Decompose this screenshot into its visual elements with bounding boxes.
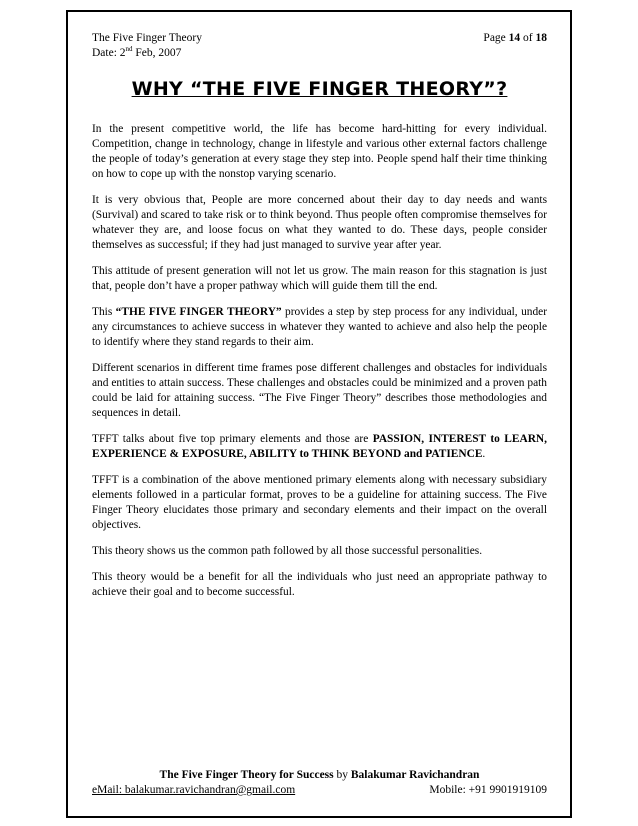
page-title: WHY “THE FIVE FINGER THEORY”? <box>131 78 508 100</box>
paragraph: It is very obvious that, People are more concerned about their day to day needs and wants (Survival) and scared to take risk or to think beyond. Thus people often compromise themselves for whatever they are, and loose focus on what they wanted to do. These days, people consider themselves as successful; if they had just managed to survive year after year. <box>92 194 547 251</box>
paragraph: TFFT talks about five top primary elements and those are PASSION, INTEREST to LEARN, EXPERIENCE & EXPOSURE, ABILITY to THINK BEYOND and PATIENCE. <box>92 433 547 460</box>
paragraph: This theory shows us the common path followed by all those successful personalities. <box>92 545 483 557</box>
document-date: Date: 2nd Feb, 2007 <box>92 45 182 59</box>
paragraph: This theory would be a benefit for all the individuals who just need an appropriate pathway to achieve their goal and to become successful. <box>92 571 547 598</box>
footer-credit: The Five Finger Theory for Success by Balakumar Ravichandran <box>159 769 480 781</box>
paragraph: In the present competitive world, the life has become hard-hitting for every individual. Competition, change in technology, change in lifestyle and various other external factors challenge the people of today’s generation at every stage they step into. People spend half their time thinking on how to cope up with the nonstop varying scenario. <box>92 123 547 180</box>
paragraph: TFFT is a combination of the above mentioned primary elements along with necessary subsidiary elements followed in a particular format, proves to be a guideline for attaining success. The Five Finger Theory elucidates those primary and secondary elements and their impact on the overall objectives. <box>92 474 547 531</box>
mobile-number: Mobile: +91 9901919109 <box>429 784 547 796</box>
page-footer <box>92 768 547 798</box>
paragraph: This “THE FIVE FINGER THEORY” provides a step by step process for any individual, under any circumstances to achieve success in whatever they wanted to achieve and also help the people to identify where they stand regards to their aim. <box>92 306 547 348</box>
page-header <box>92 31 547 61</box>
paragraph: Different scenarios in different time frames pose different challenges and obstacles for individuals and entities to attain success. These challenges and obstacles could be minimized and a proven path could be laid for attaining success. “The Five Finger Theory” describes those methodologies and sequences in detail. <box>92 362 547 419</box>
body-text <box>92 122 547 611</box>
page-number: Page 14 of 18 <box>483 32 547 44</box>
document-title: The Five Finger Theory <box>92 32 202 44</box>
email-link[interactable]: eMail: balakumar.ravichandran@gmail.com <box>92 784 296 796</box>
paragraph: This attitude of present generation will not let us grow. The main reason for this stagnation is just that, people don’t have a proper pathway which will guide them till the end. <box>92 265 547 292</box>
